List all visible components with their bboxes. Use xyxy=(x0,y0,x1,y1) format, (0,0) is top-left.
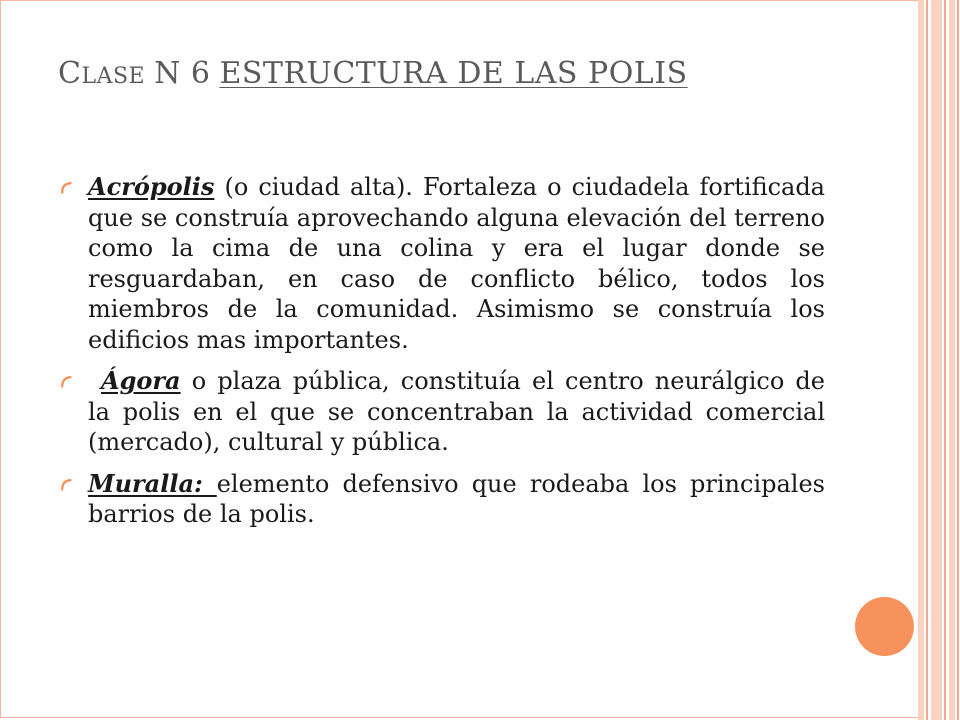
curved-arc-bullet-icon xyxy=(60,181,72,194)
title-number: N 6 xyxy=(154,56,211,91)
bullet-text: (o ciudad alta). Fortaleza o ciudadela fortificada que se construía aprovechando alguna elevación del terreno como la cima de una colina y era el lugar donde se resguardaban, en caso de conflicto bélico, todos los miembros de la comunidad. Asimismo se construía los edificios mas importantes. xyxy=(88,173,825,354)
bullet-term: Muralla: xyxy=(88,468,217,498)
curved-arc-bullet-icon xyxy=(60,375,72,388)
title-main: ESTRUCTURA DE LAS POLIS xyxy=(219,56,688,91)
bullet-term: Ágora xyxy=(101,366,181,395)
decorative-orange-circle xyxy=(855,597,914,656)
bullet-term: Acrópolis xyxy=(88,172,215,201)
bullet-text: o plaza pública, constituía el centro neurálgico de la polis en el que se concentraban la actividad comercial (mercado), cultural y pública. xyxy=(88,367,825,456)
title-prefix-rest: LASE xyxy=(81,64,146,89)
bullet-text: elemento defensivo que rodeaba los principales barrios de la polis. xyxy=(88,469,825,528)
bullet-agora xyxy=(58,366,825,458)
title-prefix-initial: C xyxy=(58,56,82,91)
bullet-list xyxy=(58,172,825,541)
bullet-acropolis xyxy=(58,172,825,355)
curved-arc-bullet-icon xyxy=(60,478,72,491)
slide-title xyxy=(58,56,688,91)
bullet-muralla xyxy=(58,469,825,530)
decorative-side-stripes xyxy=(918,0,960,720)
